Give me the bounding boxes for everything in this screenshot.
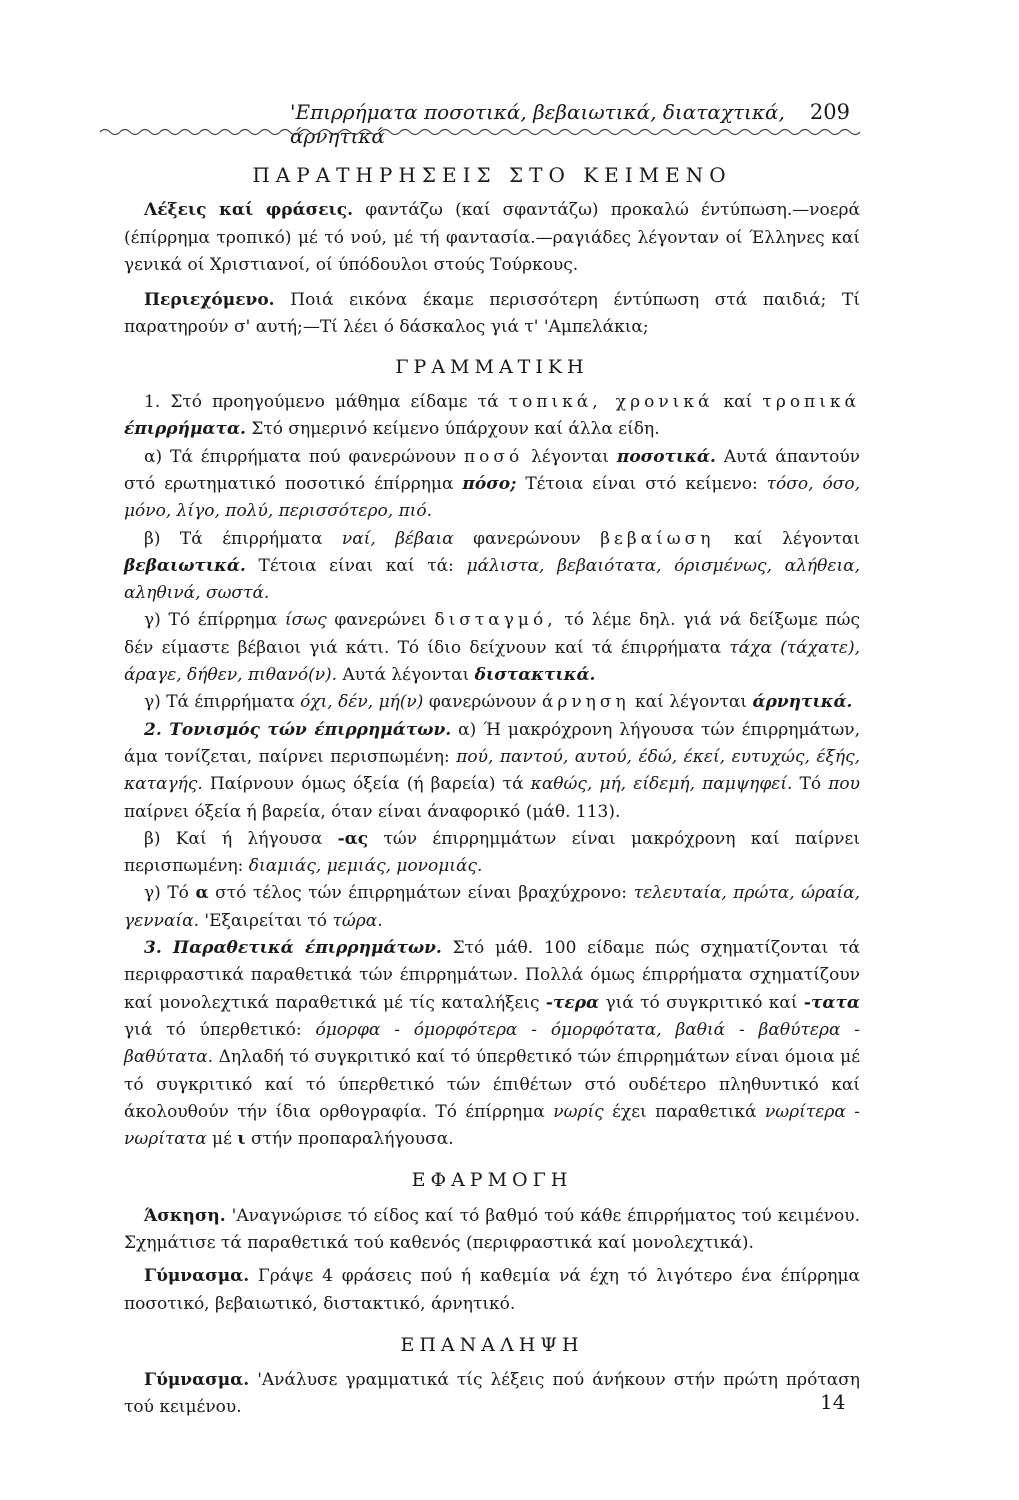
- text: μέ: [212, 1129, 232, 1150]
- grammar-p1: [124, 389, 860, 444]
- text: στό τέλος τών έπιρρημάτων είναι βραχύχρονο:: [215, 883, 628, 904]
- folio-number: 14: [820, 1390, 846, 1414]
- text: α) Τά έπιρρήματα πού φανερώνουν: [144, 446, 457, 467]
- words-paragraph: [124, 197, 860, 279]
- text: Στό μάθ. 100 είδαμε πώς σχηματίζονται τά περιφραστικά παραθετικά τών έπιρρημάτων. Πολλά όμως έπιρρήματα σχηματίζουν καί μονολεχτικά παραθετικά μέ τίς καταλήξεις: [124, 938, 860, 1013]
- examples: πού, παντού, αυτού, έδώ, έκεί, ευτυχώς, έξής, καταγής.: [124, 746, 861, 795]
- grammar-p2b: [124, 826, 860, 881]
- text: γιά τό συγκριτικό καί: [605, 992, 798, 1013]
- italic-term: που: [828, 774, 860, 795]
- grammar-p3: [124, 935, 860, 1153]
- review-heading: ΕΠΑΝΑΛΗΨΗ: [400, 1333, 584, 1356]
- spaced-term: ποσό: [463, 446, 524, 467]
- content-label: Περιεχόμενο.: [144, 290, 275, 311]
- page-body: [124, 156, 860, 1422]
- spaced-term: βεβαίωση: [600, 528, 715, 549]
- text: 1. Στό προηγούμενο μάθημα είδαμε τά: [144, 392, 499, 413]
- running-title: 'Επιρρήματα ποσοτικά, βεβαιωτικά, διαταχτικά, άρνητικά: [290, 100, 785, 148]
- spaced-term: τοπικά, χρονικά: [508, 392, 714, 413]
- text: γ) Τά έπιρρήματα: [144, 692, 295, 713]
- spaced-term: τροπικά: [762, 392, 860, 413]
- text: Αυτά άπαντούν στό ερωτηματικό ποσοτικό έπίρρημα: [124, 446, 860, 494]
- italic-term: ναί, βέβαια: [341, 528, 454, 549]
- examples: τάχα (τάχατε), άραγε, δήθεν, πιθανό(ν).: [124, 637, 861, 686]
- wavy-rule: [100, 126, 860, 138]
- bold-term: 2. Τονισμός τών έπιρρημάτων.: [144, 719, 452, 740]
- text: τό λέμε δηλ. γιά νά δείξωμε πώς δέν είμαστε βέβαιοι γιά κάτι. Τό ίδιο δείχνουν καί τά έπιρρήματα: [124, 610, 861, 658]
- text: παίρνει όξεία ή βαρεία, όταν είναι άναφορικό (μάθ. 113).: [124, 801, 621, 822]
- text: Στό σημερινό κείμενο ύπάρχουν καί άλλα είδη.: [251, 419, 660, 440]
- bold-term: -τατα: [803, 992, 861, 1013]
- text: φανερώνει: [334, 610, 427, 631]
- text: καί λέγονται: [733, 528, 861, 549]
- text: Δηλαδή τό συγκριτικό καί τό ύπερθετικό τών έπιρρημάτων είναι όμοια μέ τό συγκριτικό καί τό ύπερθετικό τών έπιθέτων στό ουδέτερο πληθυντικό καί άκολουθούν τήν ίδια ορθογραφία. Τό έπίρρημα: [124, 1047, 860, 1122]
- text: φανερώνουν: [473, 528, 581, 549]
- bold-term: διστακτικά.: [474, 665, 596, 686]
- application-heading: ΕΦΑΡΜΟΓΗ: [411, 1169, 573, 1192]
- bold-term: α: [195, 883, 209, 904]
- text: φανερώνουν: [428, 692, 537, 713]
- review-text: 'Ανάλυσε γραμματικά τίς λέξεις πού άνήκουν στήν πρώτη πρόταση τού κειμένου.: [124, 1370, 860, 1418]
- text: Τέτοια είναι στό κείμενο:: [525, 473, 758, 494]
- text: γιά τό ύπερθετικό:: [124, 1019, 302, 1040]
- bold-term: πόσο;: [462, 473, 517, 494]
- grammar-p2: [124, 717, 860, 826]
- text: γ) Τό: [144, 883, 189, 904]
- bold-term: άρνητικά.: [752, 692, 853, 713]
- gym-label: Γύμνασμα.: [144, 1266, 250, 1287]
- bold-term: ποσοτικά.: [616, 446, 716, 467]
- text: Τέτοια είναι καί τά:: [258, 555, 454, 576]
- text: Αυτά λέγονται: [342, 665, 470, 686]
- grammar-p2c: [124, 880, 860, 935]
- text: έχει παραθετικά: [612, 1101, 757, 1122]
- text: β) Τά έπιρρήματα: [144, 528, 323, 549]
- text: καί: [723, 392, 753, 413]
- examples: μάλιστα, βεβαιότατα, όρισμένως, αλήθεια, αληθινά, σωστά.: [124, 555, 861, 604]
- content-text: Ποιά εικόνα έκαμε περισσότερη έντύπωση στά παιδιά; Τί παρατηρούν σ' αυτή;—Τί λέει ό δάσκαλος γιά τ' 'Αμπελάκια;: [124, 290, 861, 338]
- exercise-text: 'Αναγνώρισε τό είδος καί τό βαθμό τού κάθε έπιρρήματος τού κειμένου. Σχημάτισε τά παραθετικά τού καθενός (περιφραστικά καί μονολεχτικά).: [124, 1205, 860, 1253]
- text: καί λέγονται: [635, 692, 748, 713]
- text: α) Ή μακρόχρονη λήγουσα τών έπιρρημάτων, άμα τονίζεται, παίρνει περισπωμένη:: [124, 719, 860, 767]
- bold-term: έπιρρήματα.: [124, 419, 246, 440]
- examples: τόσο, όσο, μόνο, λίγο, πολύ, περισσότερο, πιό.: [124, 473, 860, 522]
- text: Τό: [799, 774, 822, 795]
- examples: καθώς, μή, είδεμή, παμψηφεί.: [530, 774, 793, 795]
- running-head: [290, 100, 850, 148]
- examples: τελευταία, πρώτα, ώραία, γενναία.: [124, 883, 861, 931]
- italic-term: ίσως: [284, 610, 327, 631]
- exercise-paragraph: [124, 1203, 860, 1258]
- grammar-a: [124, 444, 860, 526]
- text: 'Εξαιρείται τό: [204, 910, 328, 931]
- gym-paragraph: [124, 1263, 860, 1318]
- italic-term: τώρα.: [332, 910, 383, 931]
- review-label: Γύμνασμα.: [144, 1370, 250, 1391]
- grammar-b: [124, 526, 860, 608]
- grammar-d: [124, 689, 860, 716]
- bold-term: βεβαιωτικά.: [124, 555, 246, 576]
- bold-term: ι: [237, 1129, 246, 1150]
- text: λέγονται: [531, 446, 609, 467]
- text: στήν προπαραλήγουσα.: [250, 1129, 454, 1150]
- words-text: φαντάζω (καί σφαντάζω) προκαλώ έντύπωση.—νοερά (έπίρρημα τροπικό) μέ τό νού, μέ τή φαντασία.—ραγιάδες λέγονταν οί Έλληνες καί γενικά οί Χριστιανοί, οί ύπόδουλοι στούς Τούρκους.: [124, 200, 861, 275]
- italic-term: όχι, δέν, μή(ν): [300, 692, 424, 713]
- grammar-heading: ΓΡΑΜΜΑΤΙΚΗ: [395, 355, 589, 378]
- grammar-g: [124, 607, 860, 689]
- spaced-term: άρνηση: [541, 692, 630, 713]
- examples: νωρίτερα - νωρίτατα: [124, 1101, 861, 1150]
- exercise-label: Άσκηση.: [144, 1205, 226, 1226]
- bold-term: -ας: [337, 828, 369, 849]
- examples: όμορφα - όμορφότερα - όμορφότατα, βαθιά - βαθύτερα - βαθύτατα.: [124, 1019, 861, 1068]
- bold-term: 3. Παραθετικά έπιρρημάτων.: [144, 938, 442, 959]
- examples: διαμιάς, μεμιάς, μονομιάς.: [248, 856, 483, 877]
- text: γ) Τό έπίρρημα: [144, 610, 278, 631]
- text: Παίρνουν όμως όξεία (ή βαρεία) τά: [209, 774, 524, 795]
- page-number: 209: [809, 100, 850, 124]
- content-paragraph: [124, 287, 860, 342]
- text: τών έπιρρημμάτων είναι μακρόχρονη καί παίρνει περισπωμένη:: [124, 828, 860, 877]
- spaced-term: δισταγμό,: [434, 610, 557, 631]
- review-paragraph: [124, 1367, 860, 1422]
- words-label: Λέξεις καί φράσεις.: [144, 200, 354, 221]
- bold-term: -τερα: [545, 992, 600, 1013]
- observations-heading: ΠΑΡΑΤΗΡΗΣΕΙΣ ΣΤΟ ΚΕΙΜΕΝΟ: [252, 163, 732, 187]
- italic-term: νωρίς: [553, 1101, 604, 1122]
- gym-text: Γράψε 4 φράσεις πού ή καθεμία νά έχη τό λιγότερο ένα έπίρρημα ποσοτικό, βεβαιωτικό, διστακτικό, άρνητικό.: [124, 1266, 860, 1314]
- text: β) Καί ή λήγουσα: [144, 828, 323, 849]
